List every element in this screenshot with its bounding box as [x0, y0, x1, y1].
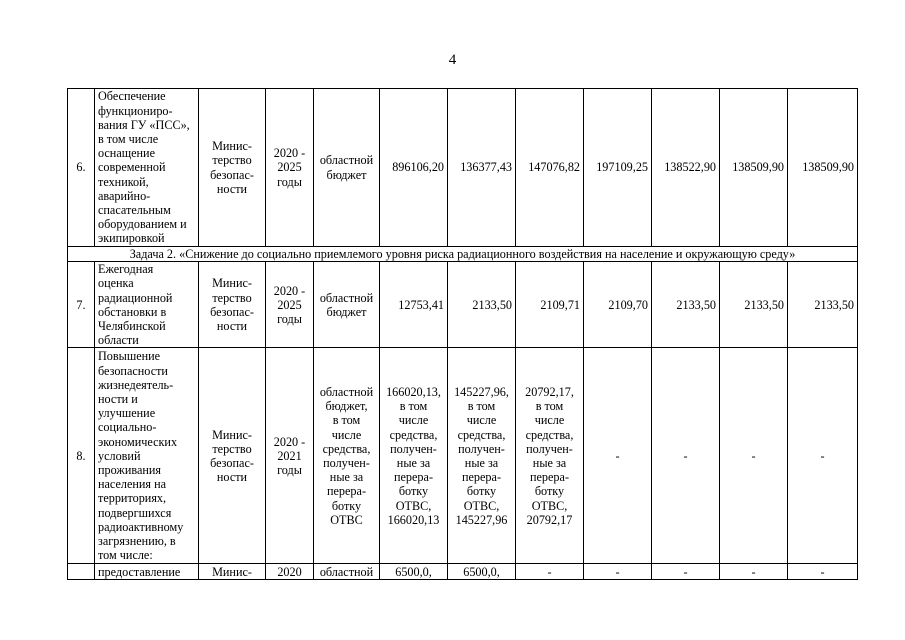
- value-total: 6500,0,: [380, 564, 448, 580]
- value-year: -: [788, 348, 858, 564]
- executor: Минис- терство безопас- ности: [199, 262, 266, 348]
- table-row: [68, 89, 858, 247]
- value-year: 138522,90: [652, 89, 720, 247]
- value-total: 166020,13, в том числе средства, получен- ные за перера- ботку ОТВС, 166020,13: [380, 348, 448, 564]
- row-number: 8.: [68, 348, 95, 564]
- funding-source: областной: [314, 564, 380, 580]
- row-number: [68, 564, 95, 580]
- period: 2020 - 2021 годы: [266, 348, 314, 564]
- value-year: -: [516, 564, 584, 580]
- period: 2020 - 2025 годы: [266, 262, 314, 348]
- activity-name: Обеспечение функциониро- вания ГУ «ПСС», в том числе оснащение современной техникой, аварийно- спасательным оборудованием и экипировкой: [95, 89, 199, 247]
- activity-name: Повышение безопасности жизнедеятель- ности и улучшение социально- экономических условий проживания населения на территориях, подвергшихся радиоактивному загрязнению, в том числе:: [95, 348, 199, 564]
- program-table: [67, 88, 858, 580]
- value-year: 145227,96, в том числе средства, получен- ные за перера- ботку ОТВС, 145227,96: [448, 348, 516, 564]
- value-year: -: [720, 564, 788, 580]
- value-year: -: [584, 348, 652, 564]
- value-year: 20792,17, в том числе средства, получен- ные за перера- ботку ОТВС, 20792,17: [516, 348, 584, 564]
- funding-source: областной бюджет: [314, 262, 380, 348]
- value-year: -: [720, 348, 788, 564]
- value-total: 896106,20: [380, 89, 448, 247]
- executor: Минис-: [199, 564, 266, 580]
- row-number: 6.: [68, 89, 95, 247]
- value-year: -: [652, 348, 720, 564]
- executor: Минис- терство безопас- ности: [199, 89, 266, 247]
- table-row: [68, 564, 858, 580]
- task-title: Задача 2. «Снижение до социально приемлемого уровня риска радиационного воздействия на население и окружающую среду»: [68, 247, 858, 262]
- value-year: 2133,50: [788, 262, 858, 348]
- value-year: 147076,82: [516, 89, 584, 247]
- value-year: 2109,71: [516, 262, 584, 348]
- funding-source: областной бюджет: [314, 89, 380, 247]
- activity-name: предоставление: [95, 564, 199, 580]
- value-total: 12753,41: [380, 262, 448, 348]
- period: 2020: [266, 564, 314, 580]
- value-year: 138509,90: [720, 89, 788, 247]
- activity-name: Ежегодная оценка радиационной обстановки в Челябинской области: [95, 262, 199, 348]
- value-year: 6500,0,: [448, 564, 516, 580]
- value-year: 2133,50: [720, 262, 788, 348]
- value-year: 138509,90: [788, 89, 858, 247]
- value-year: -: [584, 564, 652, 580]
- executor: Минис- терство безопас- ности: [199, 348, 266, 564]
- row-number: 7.: [68, 262, 95, 348]
- value-year: 136377,43: [448, 89, 516, 247]
- value-year: 2109,70: [584, 262, 652, 348]
- table-row: [68, 348, 858, 564]
- value-year: 197109,25: [584, 89, 652, 247]
- task-row: [68, 247, 858, 262]
- period: 2020 - 2025 годы: [266, 89, 314, 247]
- table-row: [68, 262, 858, 348]
- value-year: -: [788, 564, 858, 580]
- funding-source: областной бюджет, в том числе средства, получен- ные за перера- ботку ОТВС: [314, 348, 380, 564]
- page-number: 4: [448, 52, 457, 68]
- value-year: -: [652, 564, 720, 580]
- value-year: 2133,50: [448, 262, 516, 348]
- value-year: 2133,50: [652, 262, 720, 348]
